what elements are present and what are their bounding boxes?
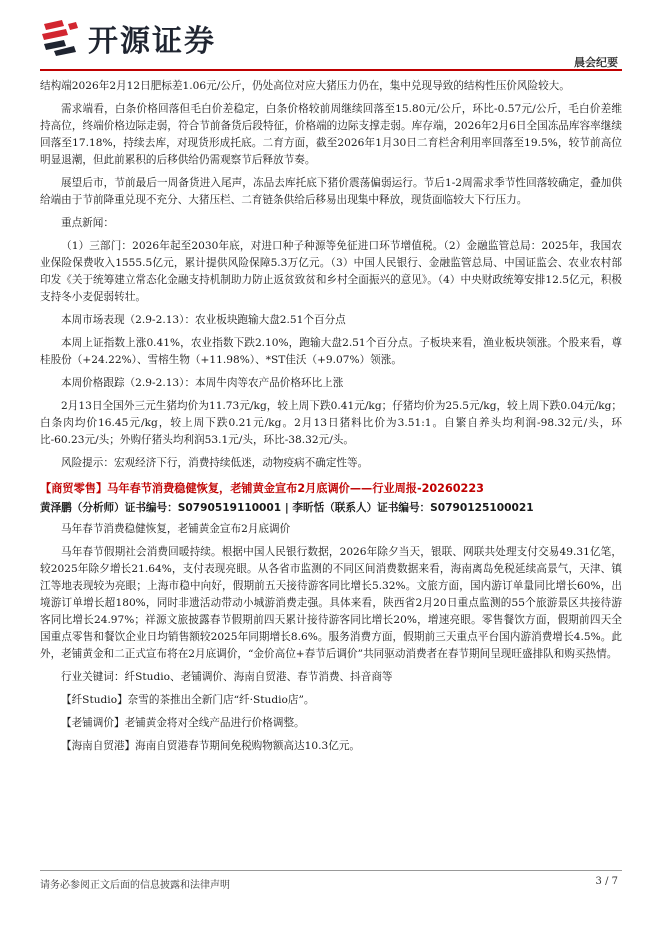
report-keywords: 行业关键词：纤Studio、老铺调价、海南自贸港、春节消费、抖音商等 <box>61 671 393 683</box>
report-authors: 黄泽鹏（分析师）证书编号：S0790519110001 | 李昕恬（联系人）证书编号：S0790125100021 <box>40 502 534 514</box>
keyword-text: 海南自贸港春节期间免税购物额高达10.3亿元。 <box>135 740 361 752</box>
brand-name: 开源证券 <box>88 24 216 59</box>
paragraph-structure: 结构端2026年2月12日肥标差1.06元/公斤，仍处高位对应大猪压力仍在，集中兑现导致的结构性压价风险较大。 <box>40 80 570 92</box>
footer-disclaimer: 请务必参阅正文后面的信息披露和法律声明 <box>40 880 230 891</box>
keyword-tag: 【纤Studio】 <box>61 694 128 706</box>
keyword-item <box>40 715 622 732</box>
risk-warning: 风险提示：宏观经济下行，消费持续低迷，动物疫病不确定性等。 <box>61 457 369 469</box>
price-heading: 本周价格跟踪（2.9-2.13）：本周牛肉等农产品价格环比上涨 <box>61 377 344 389</box>
report-title-link[interactable]: 【商贸零售】马年春节消费稳健恢复，老铺黄金宣布2月底调价——行业周报-20260223 <box>40 482 484 495</box>
header-divider <box>40 69 622 71</box>
doc-type-label: 晨会纪要 <box>574 56 618 69</box>
main-content <box>40 78 622 761</box>
logo-mark-icon <box>40 18 80 58</box>
paragraph-demand: 需求端看，白条价格回落但毛白价差稳定，白条价格较前周继续回落至15.80元/公斤，环比-0.57元/公斤，毛白价差维持高位，终端价格边际走弱，符合节前备货后段特征，价格端的边际支撑走弱。库存端，2026年2月6日全国冻品库容率继续回落至17.18%，持续去库，对现货形成托底。二育方面，截至2026年1月30日二育栏舍利用率回落至19.5%，较节前高位明显退潮，但此前累积的后移供给仍需观察节后释放节奏。 <box>40 103 622 166</box>
paragraph-market: 本周上证指数上涨0.41%，农业指数下跌2.10%，跑输大盘2.51个百分点。子板块来看，渔业板块领涨。个股来看，尊桂股份（+24.22%）、雪榕生物（+11.98%）、*ST佳沃（+9.07%）领涨。 <box>40 337 622 366</box>
keyword-text: 奈雪的茶推出全新门店“纤·Studio店”。 <box>127 694 315 706</box>
keyword-tag: 【海南自贸港】 <box>61 740 136 752</box>
report-body: 马年春节假期社会消费回暖持续。根据中国人民银行数据，2026年除夕当天，银联、网联共处理支付交易49.31亿笔，较2025年除夕增长21.64%，支付表现亮眼。从各省市监测的不同区间消费数据来看，海南离岛免税延续高景气，天津、镇江等地表现较为亮眼；上海市稳中向好，假期前五天接待游客同比增长5.32%。文旅方面，国内游订单量同比增长60%，出境游订单增长超180%，同时非遗活动带动小城游消费走强。具体来看，陕西省2月20日重点监测的55个旅游景区共接待游客同比增长24.97%；祥源文旅披露春节假期前四天累计接待游客同比增长20%，增速亮眼。零售餐饮方面，假期前四天全国重点零售和餐饮企业日均销售额较2025年同期增长8.6%。服务消费方面，假期前三天重点平台国内游消费增长4.5%。此外，老铺黄金和二正式宣布将在2月底调价，“金价高位+春节后调价”共同驱动消费者在春节期间呈现旺盛排队和购买热情。 <box>40 546 622 660</box>
keyword-text: 老铺黄金将对全线产品进行价格调整。 <box>124 717 305 729</box>
news-heading: 重点新闻： <box>61 217 114 229</box>
footer-divider <box>40 870 622 871</box>
page-header <box>0 0 662 70</box>
page-number: 3 / 7 <box>595 876 618 887</box>
keyword-item <box>40 738 622 755</box>
report-summary-heading: 马年春节消费稳健恢复，老铺黄金宣布2月底调价 <box>61 523 291 535</box>
company-logo <box>40 16 216 60</box>
keyword-item <box>40 692 622 709</box>
paragraph-price: 2月13日全国外三元生猪均价为11.73元/kg，较上周下跌0.41元/kg；仔猪均价为25.5元/kg，较上周下跌0.04元/kg；白条肉均价16.45元/kg，较上周下跌0.21元/kg。2月13日猪料比价为3.51:1。自繁自养头均利润-98.32元/头，环比-60.23元/头；外购仔猪头均利润53.1元/头，环比-38.32元/头。 <box>40 400 622 446</box>
paragraph-outlook: 展望后市，节前最后一周备货进入尾声，冻品去库托底下猪价震荡偏弱运行。节后1-2周需求季节性回落较确定，叠加供给端由于节前降重兑现不充分、大猪压栏、二育链条供给后移易出现集中释放，现货面临较大下行压力。 <box>40 177 622 206</box>
paragraph-news: （1）三部门：2026年起至2030年底，对进口种子种源等免征进口环节增值税。（2）金融监管总局：2025年，我国农业保险保费收入1555.5亿元，累计提供风险保障5.3万亿元。（3）中国人民银行、金融监管总局、中国证监会、农业农村部印发《关于统筹建立常态化金融支持机制助力防止返贫致贫和乡村全面振兴的意见》。（4）中央财政统筹安排12.5亿元，积极支持冬小麦促弱转壮。 <box>40 240 622 303</box>
market-heading: 本周市场表现（2.9-2.13）：农业板块跑输大盘2.51个百分点 <box>61 314 346 326</box>
keyword-tag: 【老铺调价】 <box>61 717 125 729</box>
